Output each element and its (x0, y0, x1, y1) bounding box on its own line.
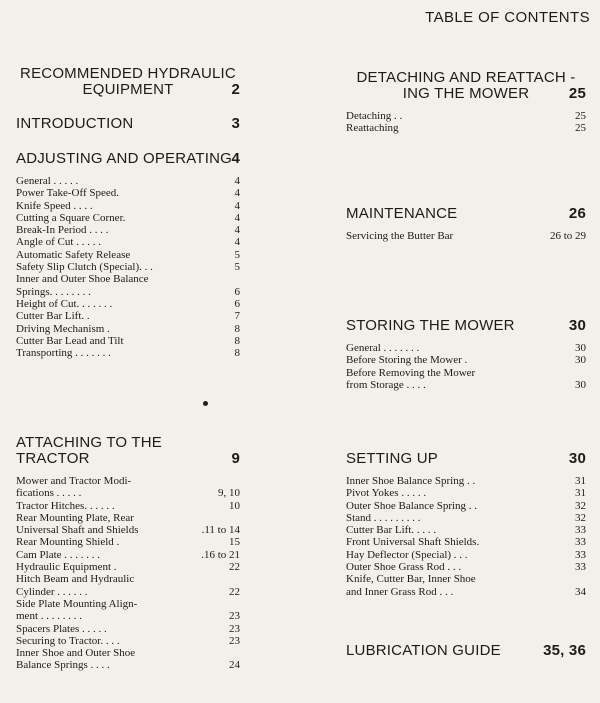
entry-page: 5 (234, 261, 240, 274)
section-page: 2 (231, 81, 240, 98)
toc-entry (16, 187, 240, 199)
entry-page: 8 (234, 334, 240, 347)
entry-page: 6 (234, 297, 240, 310)
section-title: MAINTENANCE (346, 205, 458, 222)
toc-entry (16, 236, 240, 248)
section-page: 25 (568, 85, 586, 102)
entry-page: 33 (575, 548, 586, 561)
toc-entry (16, 249, 240, 261)
section-title: ADJUSTING AND OPERATING (16, 150, 233, 167)
toc-entry (346, 110, 586, 122)
entry-page: .16 to 21 (201, 548, 240, 561)
entry-label: Angle of Cut . . . . . (16, 236, 101, 249)
entry-page: 10 (229, 499, 240, 512)
entry-page: 23 (229, 622, 240, 635)
toc-section (346, 70, 586, 135)
entry-label: Inner Shoe Balance Spring . . (346, 475, 476, 487)
entry-label: Outer Shoe Grass Rod . . . (346, 561, 462, 574)
section-title: DETACHING AND REATTACH - ING THE MOWER (356, 69, 576, 102)
entry-page: 33 (575, 524, 586, 537)
toc-entry (346, 230, 586, 242)
entry-label: Securing to Tractor. . . . (16, 634, 120, 647)
page-title: TABLE OF CONTENTS (425, 9, 590, 26)
entry-label: Cutting a Square Corner. (16, 211, 126, 224)
entry-page: 8 (234, 347, 240, 360)
toc-entry (16, 323, 240, 335)
entry-label: Knife, Cutter Bar, Inner Shoe and Inner Grass Rod . . . (346, 573, 476, 598)
entry-page: 26 to 29 (549, 230, 586, 242)
section-page: 35, 36 (543, 642, 586, 659)
toc-entry (16, 347, 240, 359)
entry-label: Break-In Period . . . . (16, 224, 109, 237)
entry-list (16, 175, 240, 359)
entry-label: Safety Slip Clutch (Special). . . (16, 261, 153, 274)
toc-entry (16, 561, 240, 573)
toc-entry (16, 536, 240, 548)
toc-entry (346, 367, 586, 392)
toc-entry (346, 524, 586, 536)
entry-label: General . . . . . (16, 175, 79, 187)
toc-section (346, 206, 586, 242)
entry-page: 22 (229, 585, 240, 598)
toc-section (346, 451, 586, 598)
entry-label: Transporting . . . . . . . (16, 347, 111, 360)
toc-entry (346, 487, 586, 499)
section-page: 4 (231, 150, 240, 167)
entry-label: Pivot Yokes . . . . . (346, 487, 427, 500)
entry-label: Front Universal Shaft Shields. (346, 536, 480, 549)
toc-entry (16, 200, 240, 212)
entry-page: 7 (234, 310, 240, 323)
entry-list (346, 475, 586, 598)
section-title: SETTING UP (346, 450, 439, 467)
entry-page: 30 (575, 354, 586, 367)
toc-section (16, 151, 240, 359)
entry-list (346, 110, 586, 135)
entry-page: 24 (229, 659, 240, 672)
toc-entry (16, 598, 240, 623)
toc-entry (346, 549, 586, 561)
entry-page: 15 (229, 536, 240, 549)
section-title: INTRODUCTION (16, 115, 134, 132)
entry-page: 8 (234, 322, 240, 335)
entry-list (346, 230, 586, 242)
section-title: STORING THE MOWER (346, 317, 515, 334)
toc-entry (16, 261, 240, 273)
toc-entry (346, 122, 586, 134)
entry-label: Detaching . . (346, 110, 403, 122)
entry-label: Cutter Bar Lift. . (16, 310, 90, 323)
entry-page: 31 (575, 475, 586, 487)
entry-page: 6 (234, 285, 240, 298)
toc-entry (346, 536, 586, 548)
toc-entry (16, 500, 240, 512)
entry-label: Rear Mounting Plate, Rear Universal Shaft and Shields (16, 511, 139, 537)
section-title: LUBRICATION GUIDE (346, 642, 501, 659)
toc-section (16, 66, 240, 98)
toc-entry (346, 512, 586, 524)
entry-page: 4 (234, 224, 240, 237)
toc-entry (16, 335, 240, 347)
entry-page: 25 (575, 122, 586, 135)
toc-entry (16, 623, 240, 635)
entry-page: 25 (575, 110, 586, 122)
entry-page: 30 (575, 378, 586, 391)
entry-page: 33 (575, 561, 586, 574)
entry-label: Side Plate Mounting Align- ment . . . . . . . . (16, 597, 138, 623)
entry-label: Hay Deflector (Special) . . . (346, 548, 468, 561)
toc-entry (16, 512, 240, 537)
toc-entry (346, 475, 586, 487)
entry-label: Tractor Hitches. . . . . . (16, 499, 115, 512)
entry-page: 4 (234, 211, 240, 224)
entry-list (346, 342, 586, 391)
entry-page: 33 (575, 536, 586, 549)
entry-label: Cam Plate . . . . . . . (16, 548, 101, 561)
toc-entry (346, 561, 586, 573)
entry-label: Power Take-Off Speed. (16, 187, 119, 200)
entry-page: 32 (575, 499, 586, 512)
entry-page: 4 (234, 199, 240, 212)
entry-label: Hydraulic Equipment . (16, 561, 117, 574)
toc-section (16, 116, 240, 132)
entry-page: 4 (234, 236, 240, 249)
toc-entry (346, 342, 586, 354)
entry-label: Automatic Safety Release (16, 248, 131, 261)
entry-label: Driving Mechanism . (16, 322, 110, 335)
entry-label: Inner Shoe and Outer Shoe Balance Springs . . . . (16, 647, 136, 672)
toc-section (346, 643, 586, 659)
entry-label: Reattaching (346, 122, 399, 135)
entry-page: 23 (229, 610, 240, 623)
entry-page: 5 (234, 248, 240, 261)
toc-section (16, 435, 240, 672)
entry-label: Hitch Beam and Hydraulic Cylinder . . . . . . (16, 573, 135, 598)
entry-page: 22 (229, 561, 240, 574)
toc-entry (16, 273, 240, 298)
toc-entry (16, 475, 240, 500)
toc-entry (346, 354, 586, 366)
ink-smudge (203, 401, 208, 406)
section-title: ATTACHING TO THE TRACTOR (16, 434, 162, 467)
toc-section (346, 318, 586, 391)
entry-page: 23 (229, 634, 240, 647)
entry-page: 31 (575, 487, 586, 500)
toc-entry (346, 500, 586, 512)
entry-label: Cutter Bar Lead and Tilt (16, 334, 124, 347)
entry-label: Before Removing the Mower from Storage . . . . (346, 366, 476, 391)
entry-label: Rear Mounting Shield . (16, 536, 120, 549)
entry-list (16, 475, 240, 672)
section-title: RECOMMENDED HYDRAULIC EQUIPMENT (20, 65, 236, 98)
toc-entry (346, 573, 586, 598)
toc-entry (16, 635, 240, 647)
entry-label: Height of Cut. . . . . . . (16, 297, 113, 310)
entry-page: 4 (234, 187, 240, 200)
section-page: 30 (568, 317, 586, 334)
section-page: 30 (568, 450, 586, 467)
section-page: 3 (231, 115, 240, 132)
entry-label: Spacers Plates . . . . . (16, 622, 107, 635)
toc-entry (16, 549, 240, 561)
entry-label: Stand . . . . . . . . . (346, 511, 421, 524)
entry-label: Before Storing the Mower . (346, 354, 468, 367)
entry-page: 34 (575, 585, 586, 598)
toc-entry (16, 175, 240, 187)
entry-label: Cutter Bar Lift. . . . . (346, 524, 437, 537)
entry-page: 4 (234, 175, 240, 187)
toc-entry (16, 573, 240, 598)
entry-page: .11 to 14 (201, 524, 240, 537)
entry-label: Inner and Outer Shoe Balance Springs. . . . . . . . (16, 273, 149, 298)
toc-entry (16, 647, 240, 672)
toc-entry (16, 212, 240, 224)
toc-entry (16, 298, 240, 310)
entry-label: General . . . . . . . (346, 342, 420, 354)
entry-label: Mower and Tractor Modi- fications . . . . . (16, 475, 132, 500)
toc-entry (16, 224, 240, 236)
section-page: 9 (231, 450, 240, 467)
entry-label: Knife Speed . . . . (16, 199, 93, 212)
entry-label: Outer Shoe Balance Spring . . (346, 499, 478, 512)
entry-page: 32 (575, 511, 586, 524)
entry-page: 30 (575, 342, 586, 354)
toc-entry (16, 310, 240, 322)
entry-label: Servicing the Butter Bar (346, 230, 454, 242)
section-page: 26 (568, 205, 586, 222)
entry-page: 9, 10 (218, 487, 240, 500)
